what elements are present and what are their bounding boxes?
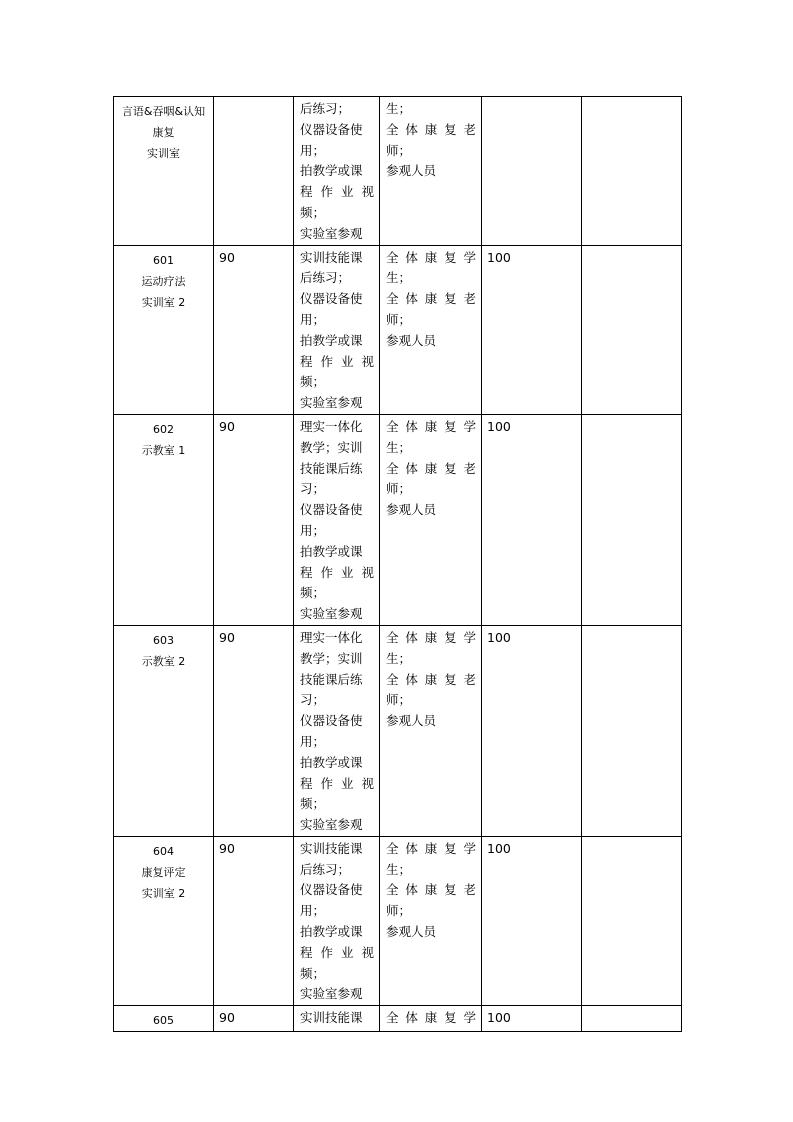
users-cell xyxy=(380,245,482,414)
count-cell: 100 xyxy=(482,625,582,836)
use-line: 用； xyxy=(300,311,326,327)
users-line: 参观人员 xyxy=(386,163,437,179)
use-line: 频； xyxy=(300,374,326,390)
room-line: 言语&吞咽&认知 xyxy=(121,105,206,118)
note-cell xyxy=(582,414,682,625)
use-line: 后练习； xyxy=(300,270,351,286)
users-line: 师； xyxy=(386,311,412,327)
use-line: 程 作 业 视 xyxy=(300,353,374,369)
note-cell xyxy=(582,97,682,246)
use-line: 技能课后练 xyxy=(300,460,363,476)
table-row xyxy=(114,245,682,414)
capacity-cell: 90 xyxy=(214,625,294,836)
room-line: 康复 xyxy=(152,126,175,139)
note-cell xyxy=(582,245,682,414)
users-line: 全 体 康 复 老 xyxy=(386,121,476,137)
use-line: 习； xyxy=(300,692,326,708)
usage-cell xyxy=(294,1006,380,1032)
users-line: 生； xyxy=(386,650,412,666)
use-line: 拍教学或课 xyxy=(300,332,363,348)
count-cell: 100 xyxy=(482,1006,582,1032)
use-line: 频； xyxy=(300,204,326,220)
users-line: 全 体 康 复 老 xyxy=(386,291,476,307)
users-line: 师； xyxy=(386,142,412,158)
room-line: 实训室 xyxy=(147,147,180,160)
room-line: 604 xyxy=(153,844,174,858)
room-name-cell xyxy=(114,1006,214,1032)
users-line: 参观人员 xyxy=(386,332,437,348)
note-cell xyxy=(582,836,682,1005)
usage-cell xyxy=(294,414,380,625)
use-line: 程 作 业 视 xyxy=(300,944,374,960)
users-line: 全 体 康 复 老 xyxy=(386,460,476,476)
use-line: 仪器设备使 xyxy=(300,502,363,518)
use-line: 仪器设备使 xyxy=(300,291,363,307)
usage-cell xyxy=(294,245,380,414)
users-line: 生； xyxy=(386,439,412,455)
use-line: 用； xyxy=(300,142,326,158)
users-cell xyxy=(380,625,482,836)
note-cell xyxy=(582,1006,682,1032)
use-line: 用； xyxy=(300,733,326,749)
room-line: 康复评定 xyxy=(141,865,186,879)
capacity-cell: 90 xyxy=(214,836,294,1005)
users-cell xyxy=(380,97,482,246)
room-name-cell xyxy=(114,414,214,625)
users-line: 全 体 康 复 学 xyxy=(386,418,476,434)
table-body xyxy=(114,97,682,1032)
users-line: 参观人员 xyxy=(386,924,437,940)
use-line: 程 作 业 视 xyxy=(300,564,374,580)
users-line: 生； xyxy=(386,270,412,286)
users-line: 参观人员 xyxy=(386,713,437,729)
room-line: 运动疗法 xyxy=(141,274,186,288)
use-line: 后练习； xyxy=(300,861,351,877)
room-line: 602 xyxy=(153,422,174,436)
use-line: 实验室参观 xyxy=(300,395,363,411)
use-line: 实训技能课 xyxy=(300,840,363,856)
users-line: 全 体 康 复 老 xyxy=(386,882,476,898)
room-name-cell xyxy=(114,245,214,414)
table-row xyxy=(114,625,682,836)
use-line: 实验室参观 xyxy=(300,225,363,241)
count-cell: 100 xyxy=(482,245,582,414)
users-line: 生； xyxy=(386,861,412,877)
room-line: 实训室 2 xyxy=(141,886,186,900)
table-row xyxy=(114,97,682,246)
use-line: 频； xyxy=(300,796,326,812)
use-line: 拍教学或课 xyxy=(300,163,363,179)
room-name-cell xyxy=(114,836,214,1005)
table-row xyxy=(114,1006,682,1032)
capacity-cell: 90 xyxy=(214,245,294,414)
users-line: 全 体 康 复 学 xyxy=(386,1010,476,1026)
table-row xyxy=(114,414,682,625)
use-line: 仪器设备使 xyxy=(300,713,363,729)
count-cell: 100 xyxy=(482,836,582,1005)
usage-cell xyxy=(294,625,380,836)
capacity-cell xyxy=(214,97,294,246)
use-line: 实验室参观 xyxy=(300,606,363,622)
users-line: 师； xyxy=(386,481,412,497)
room-line: 603 xyxy=(153,633,174,647)
users-line: 参观人员 xyxy=(386,502,437,518)
room-line: 示教室 1 xyxy=(141,443,186,457)
users-line: 师； xyxy=(386,692,412,708)
use-line: 实验室参观 xyxy=(300,986,363,1002)
count-cell: 100 xyxy=(482,414,582,625)
use-line: 频； xyxy=(300,965,326,981)
use-line: 技能课后练 xyxy=(300,671,363,687)
use-line: 理实一体化 xyxy=(300,418,363,434)
count-cell xyxy=(482,97,582,246)
use-line: 习； xyxy=(300,481,326,497)
usage-cell xyxy=(294,97,380,246)
note-cell xyxy=(582,625,682,836)
use-line: 后练习； xyxy=(300,101,351,116)
use-line: 拍教学或课 xyxy=(300,543,363,559)
use-line: 拍教学或课 xyxy=(300,924,363,940)
users-line: 全 体 康 复 学 xyxy=(386,629,476,645)
usage-cell xyxy=(294,836,380,1005)
room-line: 601 xyxy=(153,253,174,267)
use-line: 实训技能课 xyxy=(300,1010,363,1026)
use-line: 理实一体化 xyxy=(300,629,363,645)
use-line: 用； xyxy=(300,522,326,538)
use-line: 拍教学或课 xyxy=(300,754,363,770)
users-line: 全 体 康 复 学 xyxy=(386,840,476,856)
use-line: 频； xyxy=(300,585,326,601)
room-name-cell xyxy=(114,625,214,836)
users-line: 全 体 康 复 老 xyxy=(386,671,476,687)
use-line: 仪器设备使 xyxy=(300,121,363,137)
use-line: 教学；实训 xyxy=(300,650,363,666)
room-line: 实训室 2 xyxy=(141,295,186,309)
users-cell xyxy=(380,414,482,625)
use-line: 程 作 业 视 xyxy=(300,775,374,791)
table-row xyxy=(114,836,682,1005)
use-line: 实验室参观 xyxy=(300,817,363,833)
users-cell xyxy=(380,1006,482,1032)
room-name-cell xyxy=(114,97,214,246)
capacity-cell: 90 xyxy=(214,1006,294,1032)
users-cell xyxy=(380,836,482,1005)
use-line: 实训技能课 xyxy=(300,249,363,265)
lab-rooms-table xyxy=(113,96,682,1032)
users-line: 全 体 康 复 学 xyxy=(386,249,476,265)
users-line: 师； xyxy=(386,903,412,919)
room-line: 605 xyxy=(153,1014,174,1028)
use-line: 用； xyxy=(300,903,326,919)
room-line: 示教室 2 xyxy=(141,654,186,668)
use-line: 教学；实训 xyxy=(300,439,363,455)
users-line: 生； xyxy=(386,101,412,116)
use-line: 仪器设备使 xyxy=(300,882,363,898)
capacity-cell: 90 xyxy=(214,414,294,625)
use-line: 程 作 业 视 xyxy=(300,184,374,200)
